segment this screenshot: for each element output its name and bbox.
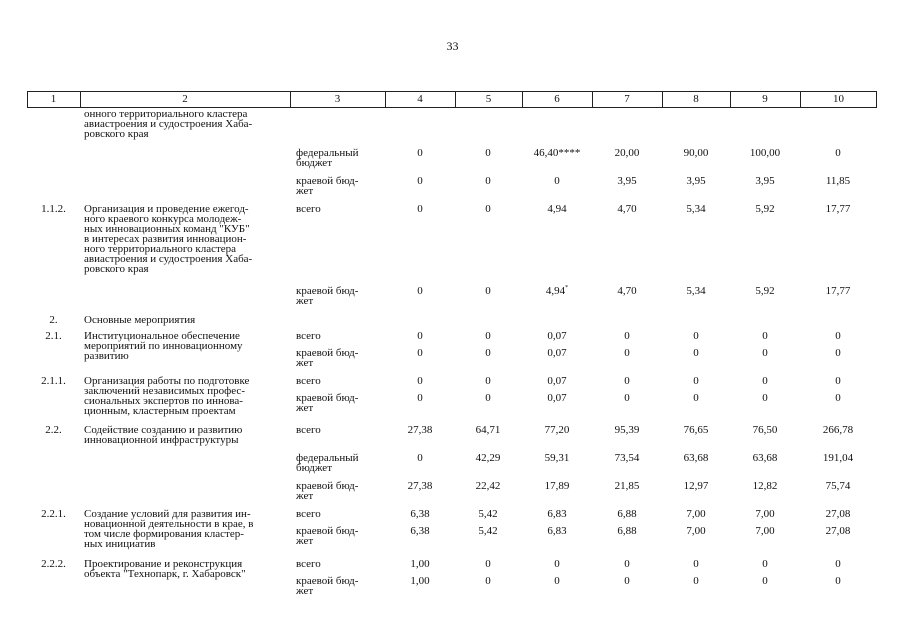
value-cell: 0	[485, 392, 491, 404]
value-cell: 1,00	[410, 575, 430, 587]
value-cell: 5,92	[755, 285, 775, 297]
row-name-line: ционным, кластерным проектам	[84, 405, 236, 417]
funding-source: всего	[296, 558, 321, 570]
row-name-line: объекта "Технопарк, г. Хабаровск"	[84, 568, 246, 580]
row-name-line: Основные мероприятия	[84, 314, 196, 326]
value-cell: 5,42	[478, 508, 498, 520]
row-name-line: Организация и проведение ежегод-	[84, 203, 249, 215]
value-cell: 0	[835, 392, 841, 404]
value-cell: 0	[485, 575, 491, 587]
value-cell: 76,50	[752, 424, 778, 436]
value-cell: 0	[485, 330, 491, 342]
header-divider	[522, 92, 523, 107]
value-cell: 59,31	[544, 452, 570, 464]
funding-source: федеральный	[296, 147, 359, 159]
value-cell: 0	[762, 375, 768, 387]
value-cell: 0	[624, 347, 630, 359]
value-cell: 0	[624, 375, 630, 387]
value-cell: 0	[835, 558, 841, 570]
funding-source: краевой бюд-	[296, 175, 359, 187]
value-cell: 4,70	[617, 203, 637, 215]
value-cell: 0,07	[547, 375, 567, 387]
row-number: 1.1.2.	[41, 203, 66, 215]
page-number: 33	[446, 39, 459, 53]
row-name-line: Содействие созданию и развитию	[84, 424, 243, 436]
value-cell: 0,07	[547, 392, 567, 404]
funding-source: жет	[296, 295, 314, 307]
value-cell: 73,54	[614, 452, 640, 464]
value-cell: 0	[417, 392, 423, 404]
footnote-mark: *	[565, 285, 569, 291]
funding-source: жет	[296, 535, 314, 547]
row-number: 2.2.2.	[41, 558, 66, 570]
value-cell: 12,97	[683, 480, 709, 492]
header-divider	[592, 92, 593, 107]
value-cell: 0	[693, 575, 699, 587]
value-cell: 0	[693, 558, 699, 570]
row-name-line: Проектирование и реконструкция	[84, 558, 243, 570]
value-cell: 4,94	[547, 203, 567, 215]
header-cell-4: 4	[417, 93, 423, 105]
value-cell: 6,88	[617, 525, 637, 537]
header-cell-7: 7	[624, 93, 630, 105]
value-cell: 7,00	[755, 525, 775, 537]
value-cell: 0	[554, 575, 560, 587]
value-cell: 6,83	[547, 525, 567, 537]
row-name-line: том числе формирования кластер-	[84, 528, 244, 540]
header-divider	[290, 92, 291, 107]
header-cell-8: 8	[693, 93, 699, 105]
funding-source: всего	[296, 424, 321, 436]
row-name-line: заключений независимых профес-	[84, 385, 245, 397]
row-number: 2.2.1.	[41, 508, 66, 520]
value-cell: 21,85	[614, 480, 640, 492]
value-cell: 3,95	[617, 175, 637, 187]
header-divider	[662, 92, 663, 107]
value-cell: 7,00	[686, 525, 706, 537]
header-divider	[80, 92, 81, 107]
value-cell: 0	[485, 347, 491, 359]
value-cell: 4,70	[617, 285, 637, 297]
value-cell: 0,07	[547, 330, 567, 342]
value-cell: 42,29	[475, 452, 501, 464]
header-cell-1: 1	[50, 93, 57, 105]
row-name-line: ных инициатив	[84, 538, 156, 550]
row-name-line: ного территориального кластера	[84, 243, 237, 255]
value-cell: 0	[485, 558, 491, 570]
row-name-line: ровского края	[84, 263, 149, 275]
header-cell-3: 3	[334, 93, 341, 105]
funding-source: краевой бюд-	[296, 575, 359, 587]
value-cell: 0	[417, 203, 423, 215]
value-cell: 27,08	[825, 525, 851, 537]
header-divider	[385, 92, 386, 107]
row-name-line: Организация работы по подготовке	[84, 375, 250, 387]
value-cell: 5,34	[686, 203, 706, 215]
value-cell: 6,88	[617, 508, 637, 520]
funding-source: бюджет	[296, 462, 332, 474]
value-cell: 0	[835, 330, 841, 342]
value-cell: 17,77	[825, 285, 851, 297]
value-cell: 266,78	[822, 424, 854, 436]
value-cell: 0	[417, 347, 423, 359]
funding-source: всего	[296, 508, 321, 520]
row-name-line: ровского края	[84, 128, 149, 140]
value-cell: 0	[417, 330, 423, 342]
value-cell: 5,42	[478, 525, 498, 537]
funding-source: жет	[296, 490, 314, 502]
header-cell-10: 10	[833, 93, 844, 105]
value-cell: 0	[417, 175, 423, 187]
value-cell: 0	[693, 330, 699, 342]
row-name-line: сиональных экспертов по иннова-	[84, 395, 243, 407]
header-divider	[730, 92, 731, 107]
value-cell: 27,38	[407, 424, 433, 436]
value-cell: 95,39	[614, 424, 640, 436]
value-cell: 77,20	[544, 424, 570, 436]
funding-source: федеральный	[296, 452, 359, 464]
value-cell: 0	[554, 558, 560, 570]
value-cell: 5,34	[686, 285, 706, 297]
value-cell: 27,38	[407, 480, 433, 492]
value-cell: 0	[762, 575, 768, 587]
header-cell-5: 5	[485, 93, 492, 105]
row-number: 2.1.	[45, 330, 62, 342]
value-cell: 0	[417, 452, 423, 464]
value-cell: 17,77	[825, 203, 851, 215]
funding-source: всего	[296, 375, 321, 387]
value-cell: 0	[554, 175, 560, 187]
value-cell: 7,00	[686, 508, 706, 520]
value-cell: 0	[693, 347, 699, 359]
header-cell-6: 6	[554, 93, 560, 105]
value-cell: 20,00	[614, 147, 640, 159]
value-cell: 0	[417, 285, 423, 297]
value-cell: 64,71	[475, 424, 501, 436]
value-cell: 22,42	[475, 480, 501, 492]
funding-source: краевой бюд-	[296, 347, 359, 359]
row-name-line: инновационной инфраструктуры	[84, 434, 239, 446]
funding-source: жет	[296, 402, 314, 414]
value-cell: 0,07	[547, 347, 567, 359]
value-cell: 0	[762, 392, 768, 404]
funding-source: жет	[296, 357, 314, 369]
value-cell: 0	[624, 558, 630, 570]
row-name-line: Институциональное обеспечение	[84, 330, 240, 342]
value-cell: 6,83	[547, 508, 567, 520]
value-cell: 0	[417, 147, 423, 159]
funding-source: краевой бюд-	[296, 285, 359, 297]
funding-source: краевой бюд-	[296, 480, 359, 492]
value-cell: 0	[835, 375, 841, 387]
value-cell: 11,85	[825, 175, 851, 187]
value-cell: 0	[762, 330, 768, 342]
header-cell-9: 9	[762, 93, 768, 105]
value-cell: 3,95	[755, 175, 775, 187]
funding-source: краевой бюд-	[296, 525, 359, 537]
value-cell: 100,00	[749, 147, 781, 159]
value-cell: 0	[485, 203, 491, 215]
row-name-line: развитию	[84, 350, 129, 362]
value-cell: 0	[417, 375, 423, 387]
header-divider	[800, 92, 801, 107]
header-cell-2: 2	[182, 93, 188, 105]
funding-source: всего	[296, 203, 321, 215]
value-cell: 0	[835, 347, 841, 359]
row-name-line: ного краевого конкурса молодеж-	[84, 213, 242, 225]
value-cell: 0	[693, 392, 699, 404]
value-cell: 0	[485, 375, 491, 387]
value-cell: 0	[835, 575, 841, 587]
value-cell: 0	[762, 558, 768, 570]
value-cell: 12,82	[752, 480, 778, 492]
value-cell: 1,00	[410, 558, 430, 570]
row-name-line: авиастроения и судостроения Хаба-	[84, 253, 253, 265]
value-cell: 0	[485, 175, 491, 187]
value-cell: 7,00	[755, 508, 775, 520]
value-cell: 17,89	[544, 480, 570, 492]
value-cell: 63,68	[752, 452, 778, 464]
header-divider	[455, 92, 456, 107]
value-cell: 46,40****	[533, 147, 581, 159]
funding-source: краевой бюд-	[296, 392, 359, 404]
value-cell: 0	[485, 285, 491, 297]
value-cell: 0	[762, 347, 768, 359]
value-cell: 75,74	[825, 480, 851, 492]
row-name-line: онного территориального кластера	[84, 108, 248, 120]
value-cell: 63,68	[683, 452, 709, 464]
value-cell: 6,38	[410, 508, 430, 520]
row-number: 2.2.	[45, 424, 62, 436]
value-cell: 3,95	[686, 175, 706, 187]
value-cell: 5,92	[755, 203, 775, 215]
value-cell: 0	[835, 147, 841, 159]
row-name-line: Создание условий для развития ин-	[84, 508, 251, 520]
value-cell: 0	[624, 392, 630, 404]
row-name-line: мероприятий по инновационному	[84, 340, 243, 352]
value-cell: 27,08	[825, 508, 851, 520]
funding-source: бюджет	[296, 157, 332, 169]
value-cell: 76,65	[683, 424, 709, 436]
table-header-row	[27, 91, 877, 108]
value-cell: 4,94*	[545, 285, 569, 297]
value-cell: 191,04	[822, 452, 854, 464]
row-name-line: новационной деятельности в крае, в	[84, 518, 254, 530]
funding-source: всего	[296, 330, 321, 342]
row-name-line: в интересах развития инновацион-	[84, 233, 247, 245]
value-cell: 0	[624, 575, 630, 587]
value-cell: 90,00	[683, 147, 709, 159]
value-cell: 0	[485, 147, 491, 159]
value-cell: 0	[624, 330, 630, 342]
funding-source: жет	[296, 185, 314, 197]
row-name-line: авиастроения и судостроения Хаба-	[84, 118, 253, 130]
row-number: 2.1.1.	[41, 375, 66, 387]
value-cell: 6,38	[410, 525, 430, 537]
funding-source: жет	[296, 585, 314, 597]
row-number: 2.	[49, 314, 58, 326]
value-cell: 0	[693, 375, 699, 387]
row-name-line: ных инновационных команд "КУБ"	[84, 223, 250, 235]
